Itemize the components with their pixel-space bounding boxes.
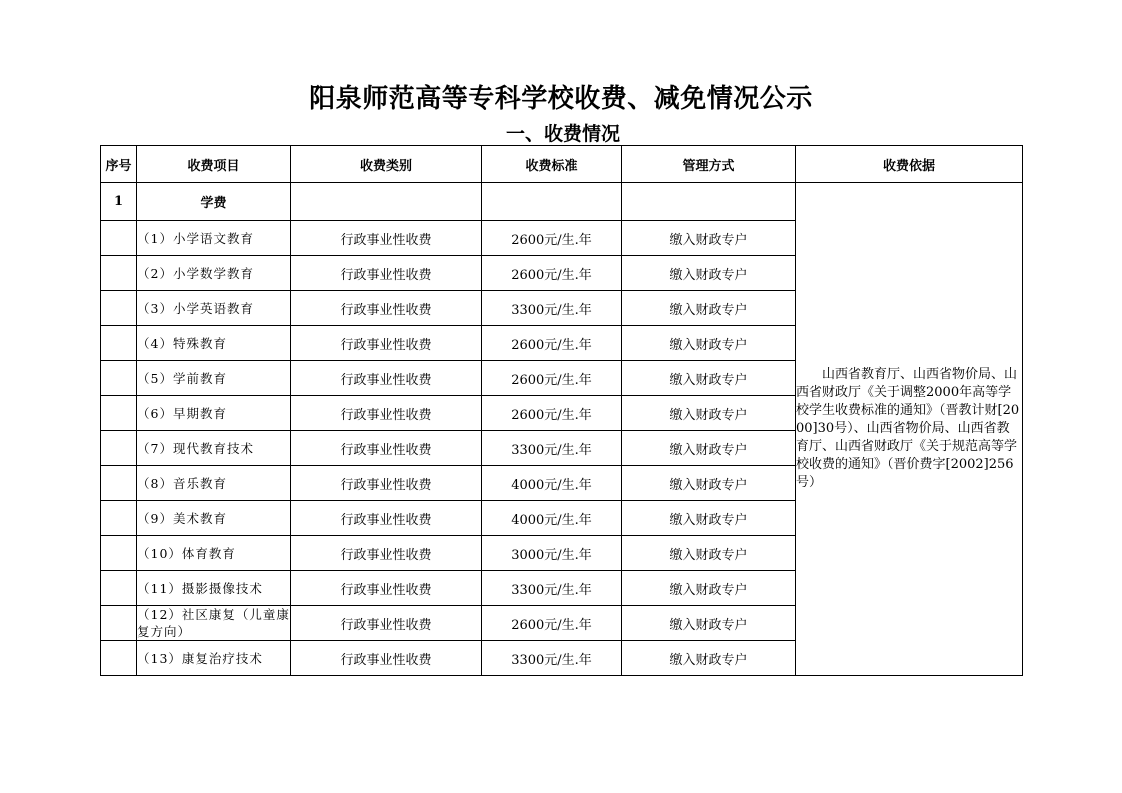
fee-item-name: （13）康复治疗技术 xyxy=(137,641,291,676)
fee-type: 行政事业性收费 xyxy=(291,326,482,361)
fee-type: 行政事业性收费 xyxy=(291,536,482,571)
table-header-row xyxy=(101,146,1023,183)
fee-type: 行政事业性收费 xyxy=(291,641,482,676)
fee-management: 缴入财政专户 xyxy=(622,571,796,606)
fee-item-name: （1）小学语文教育 xyxy=(137,221,291,256)
fee-type: 行政事业性收费 xyxy=(291,396,482,431)
row-number-cell xyxy=(101,431,137,466)
fee-management: 缴入财政专户 xyxy=(622,501,796,536)
category-row xyxy=(101,183,1023,221)
category-type-cell xyxy=(291,183,482,221)
fee-standard: 3300元/生.年 xyxy=(482,641,622,676)
row-number-cell xyxy=(101,256,137,291)
fee-item-name: （12）社区康复（儿童康复方向） xyxy=(137,607,290,639)
fee-type: 行政事业性收费 xyxy=(291,361,482,396)
fee-item-name: （7）现代教育技术 xyxy=(137,431,291,466)
column-header-number: 序号 xyxy=(101,146,137,183)
fee-standard: 2600元/生.年 xyxy=(482,361,622,396)
fee-item-name: （8）音乐教育 xyxy=(137,466,291,501)
row-number-cell xyxy=(101,536,137,571)
fee-management: 缴入财政专户 xyxy=(622,466,796,501)
fee-standard: 4000元/生.年 xyxy=(482,501,622,536)
fee-type: 行政事业性收费 xyxy=(291,291,482,326)
column-header-item: 收费项目 xyxy=(137,146,291,183)
fee-management: 缴入财政专户 xyxy=(622,221,796,256)
fee-standard: 2600元/生.年 xyxy=(482,221,622,256)
category-label: 学费 xyxy=(137,183,291,221)
row-number-cell xyxy=(101,396,137,431)
fee-management: 缴入财政专户 xyxy=(622,256,796,291)
fee-type: 行政事业性收费 xyxy=(291,466,482,501)
category-standard-cell xyxy=(482,183,622,221)
fee-standard: 2600元/生.年 xyxy=(482,606,622,641)
fee-standard: 3300元/生.年 xyxy=(482,571,622,606)
fee-management: 缴入财政专户 xyxy=(622,641,796,676)
row-number-cell xyxy=(101,501,137,536)
row-number-cell xyxy=(101,571,137,606)
fee-item-name: （10）体育教育 xyxy=(137,536,291,571)
fee-standard: 2600元/生.年 xyxy=(482,396,622,431)
fee-management: 缴入财政专户 xyxy=(622,291,796,326)
category-management-cell xyxy=(622,183,796,221)
fee-item-name: （4）特殊教育 xyxy=(137,326,291,361)
row-number-cell xyxy=(101,291,137,326)
fee-item-name: （6）早期教育 xyxy=(137,396,291,431)
fee-type: 行政事业性收费 xyxy=(291,221,482,256)
fee-management: 缴入财政专户 xyxy=(622,536,796,571)
fee-basis-text: 山西省教育厅、山西省物价局、山西省财政厅《关于调整2000年高等学校学生收费标准的通知》（晋教计财[2000]30号）、山西省物价局、山西省教育厅、山西省财政厅《关于规范高等学校收费的通知》（晋价费字[2002]256号） xyxy=(796,367,1020,490)
fee-type: 行政事业性收费 xyxy=(291,256,482,291)
row-number-cell xyxy=(101,326,137,361)
document-title: 阳泉师范高等专科学校收费、减免情况公示 xyxy=(309,84,813,114)
fee-type: 行政事业性收费 xyxy=(291,571,482,606)
column-header-basis: 收费依据 xyxy=(796,146,1023,183)
fee-standard: 3300元/生.年 xyxy=(482,431,622,466)
row-number-cell xyxy=(101,361,137,396)
fee-item-name: （5）学前教育 xyxy=(137,361,291,396)
fee-basis-cell xyxy=(796,183,1023,676)
row-number-cell xyxy=(101,466,137,501)
fee-item-name: （3）小学英语教育 xyxy=(137,291,291,326)
fee-standard: 4000元/生.年 xyxy=(482,466,622,501)
fee-table xyxy=(100,145,1023,676)
fee-standard: 2600元/生.年 xyxy=(482,256,622,291)
row-number-cell xyxy=(101,641,137,676)
fee-item-name: （11）摄影摄像技术 xyxy=(137,571,291,606)
fee-item-name: （9）美术教育 xyxy=(137,501,291,536)
fee-type: 行政事业性收费 xyxy=(291,606,482,641)
fee-standard: 2600元/生.年 xyxy=(482,326,622,361)
fee-management: 缴入财政专户 xyxy=(622,431,796,466)
fee-standard: 3300元/生.年 xyxy=(482,291,622,326)
fee-management: 缴入财政专户 xyxy=(622,361,796,396)
section-heading: 一、收费情况 xyxy=(505,123,620,145)
fee-type: 行政事业性收费 xyxy=(291,431,482,466)
fee-management: 缴入财政专户 xyxy=(622,326,796,361)
row-number-cell xyxy=(101,221,137,256)
fee-item-name: （2）小学数学教育 xyxy=(137,256,291,291)
column-header-standard: 收费标准 xyxy=(482,146,622,183)
column-header-type: 收费类别 xyxy=(291,146,482,183)
fee-management: 缴入财政专户 xyxy=(622,396,796,431)
row-number-cell xyxy=(101,606,137,641)
column-header-management: 管理方式 xyxy=(622,146,796,183)
category-number: 1 xyxy=(101,183,137,221)
fee-standard: 3000元/生.年 xyxy=(482,536,622,571)
fee-type: 行政事业性收费 xyxy=(291,501,482,536)
fee-management: 缴入财政专户 xyxy=(622,606,796,641)
